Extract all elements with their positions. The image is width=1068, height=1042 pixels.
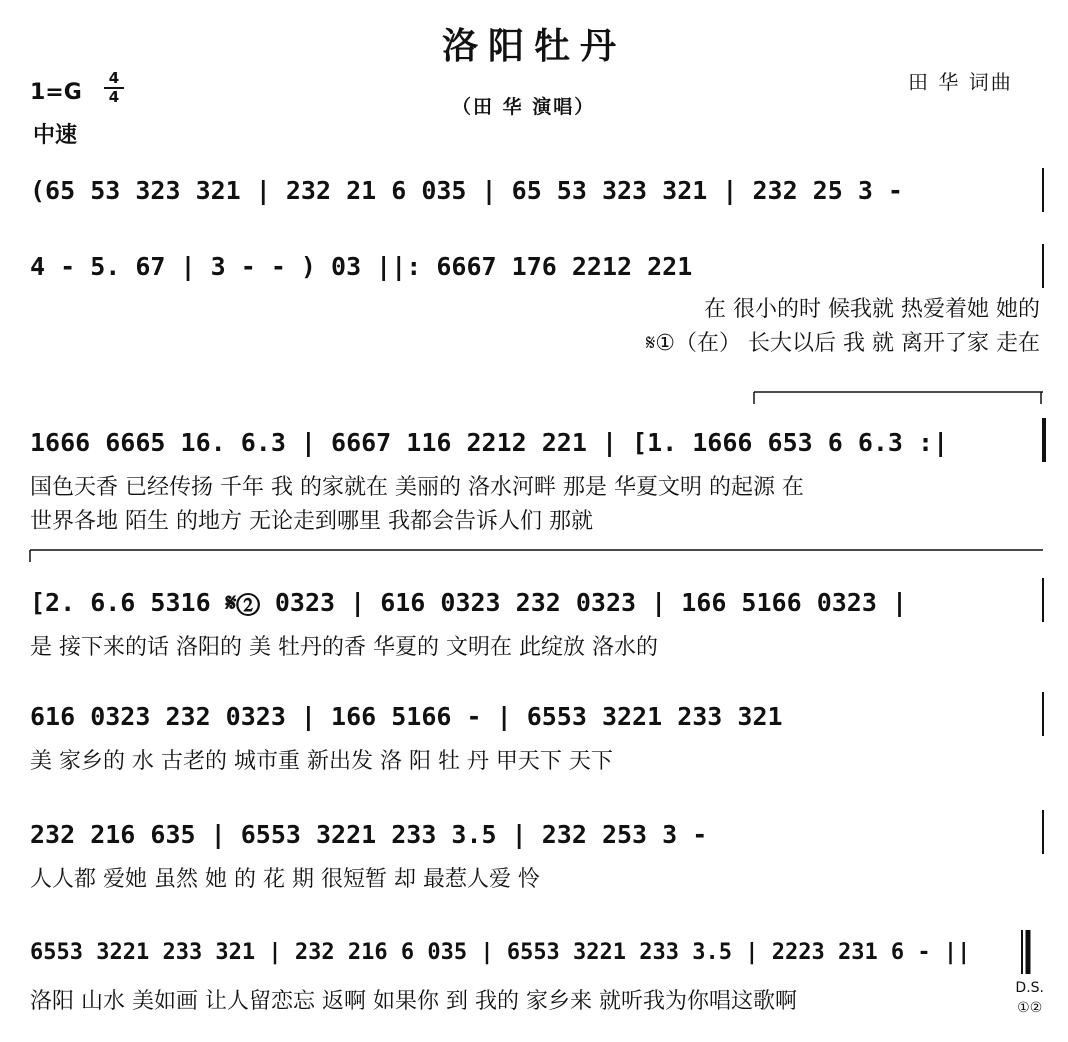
tempo-marking: 中速: [33, 123, 78, 148]
lyric-row-4: 是 接下来的话 洛阳的 美 牡丹的香 华夏的 文明在 此绽放 洛水的: [30, 635, 658, 660]
lyric-row-3b: 世界各地 陌生 的地方 无论走到哪里 我都会告诉人们 那就: [30, 509, 593, 534]
notation-row-7: 6553 3221 233 321 | 232 216 6 035 | 6553 3221 233 3.5 | 2223 231 6 - ||: [30, 940, 971, 965]
author-credit: 田 华 词曲: [908, 70, 1013, 94]
song-title: 洛阳牡丹: [441, 26, 626, 67]
lyric-row-3a: 国色天香 已经传扬 千年 我 的家就在 美丽的 洛水河畔 那是 华夏文明 的起源 在: [30, 475, 804, 500]
ds-circled-marks: ①②: [1017, 1000, 1043, 1016]
notation-row-2: 4 - 5. 67 | 3 - - ) 03 ||: 6667 176 2212 221: [30, 252, 693, 281]
lyric-row-6: 人人都 爱她 虽然 她 的 花 期 很短暂 却 最惹人爱 怜: [30, 867, 540, 892]
key-signature: 1=G: [30, 80, 82, 105]
notation-row-5: 616 0323 232 0323 | 166 5166 - | 6553 3221 233 321: [30, 702, 783, 731]
lyric-row-2b: 𝄋①（在） 长大以后 我 就 离开了家 走在: [645, 331, 1040, 356]
lyric-row-7: 洛阳 山水 美如画 让人留恋忘 返啊 如果你 到 我的 家乡来 就听我为你唱这歌啊: [30, 989, 797, 1014]
notation-row-3: 1666 6665 16. 6.3 | 6667 116 2212 221 | [1. 1666 653 6 6.3 :|: [30, 428, 949, 457]
lyric-row-5: 美 家乡的 水 古老的 城市重 新出发 洛 阳 牡 丹 甲天下 天下: [30, 749, 613, 774]
time-denominator: 4: [108, 88, 120, 106]
lyric-row-2a: 在 很小的时 候我就 热爱着她 她的: [704, 297, 1040, 322]
notation-row-6: 232 216 635 | 6553 3221 233 3.5 | 232 253 3 -: [30, 820, 708, 849]
ds-text: D.S.: [1015, 980, 1044, 996]
time-numerator: 4: [104, 70, 124, 89]
notation-row-1: (65 53 323 321 | 232 21 6 035 | 65 53 323 321 | 232 25 3 -: [30, 176, 903, 205]
notation-row-4: [2. 6.6 5316 𝄋② 0323 | 616 0323 232 0323 | 166 5166 0323 |: [30, 588, 907, 617]
performer-subtitle: （田 华 演唱）: [452, 96, 596, 118]
